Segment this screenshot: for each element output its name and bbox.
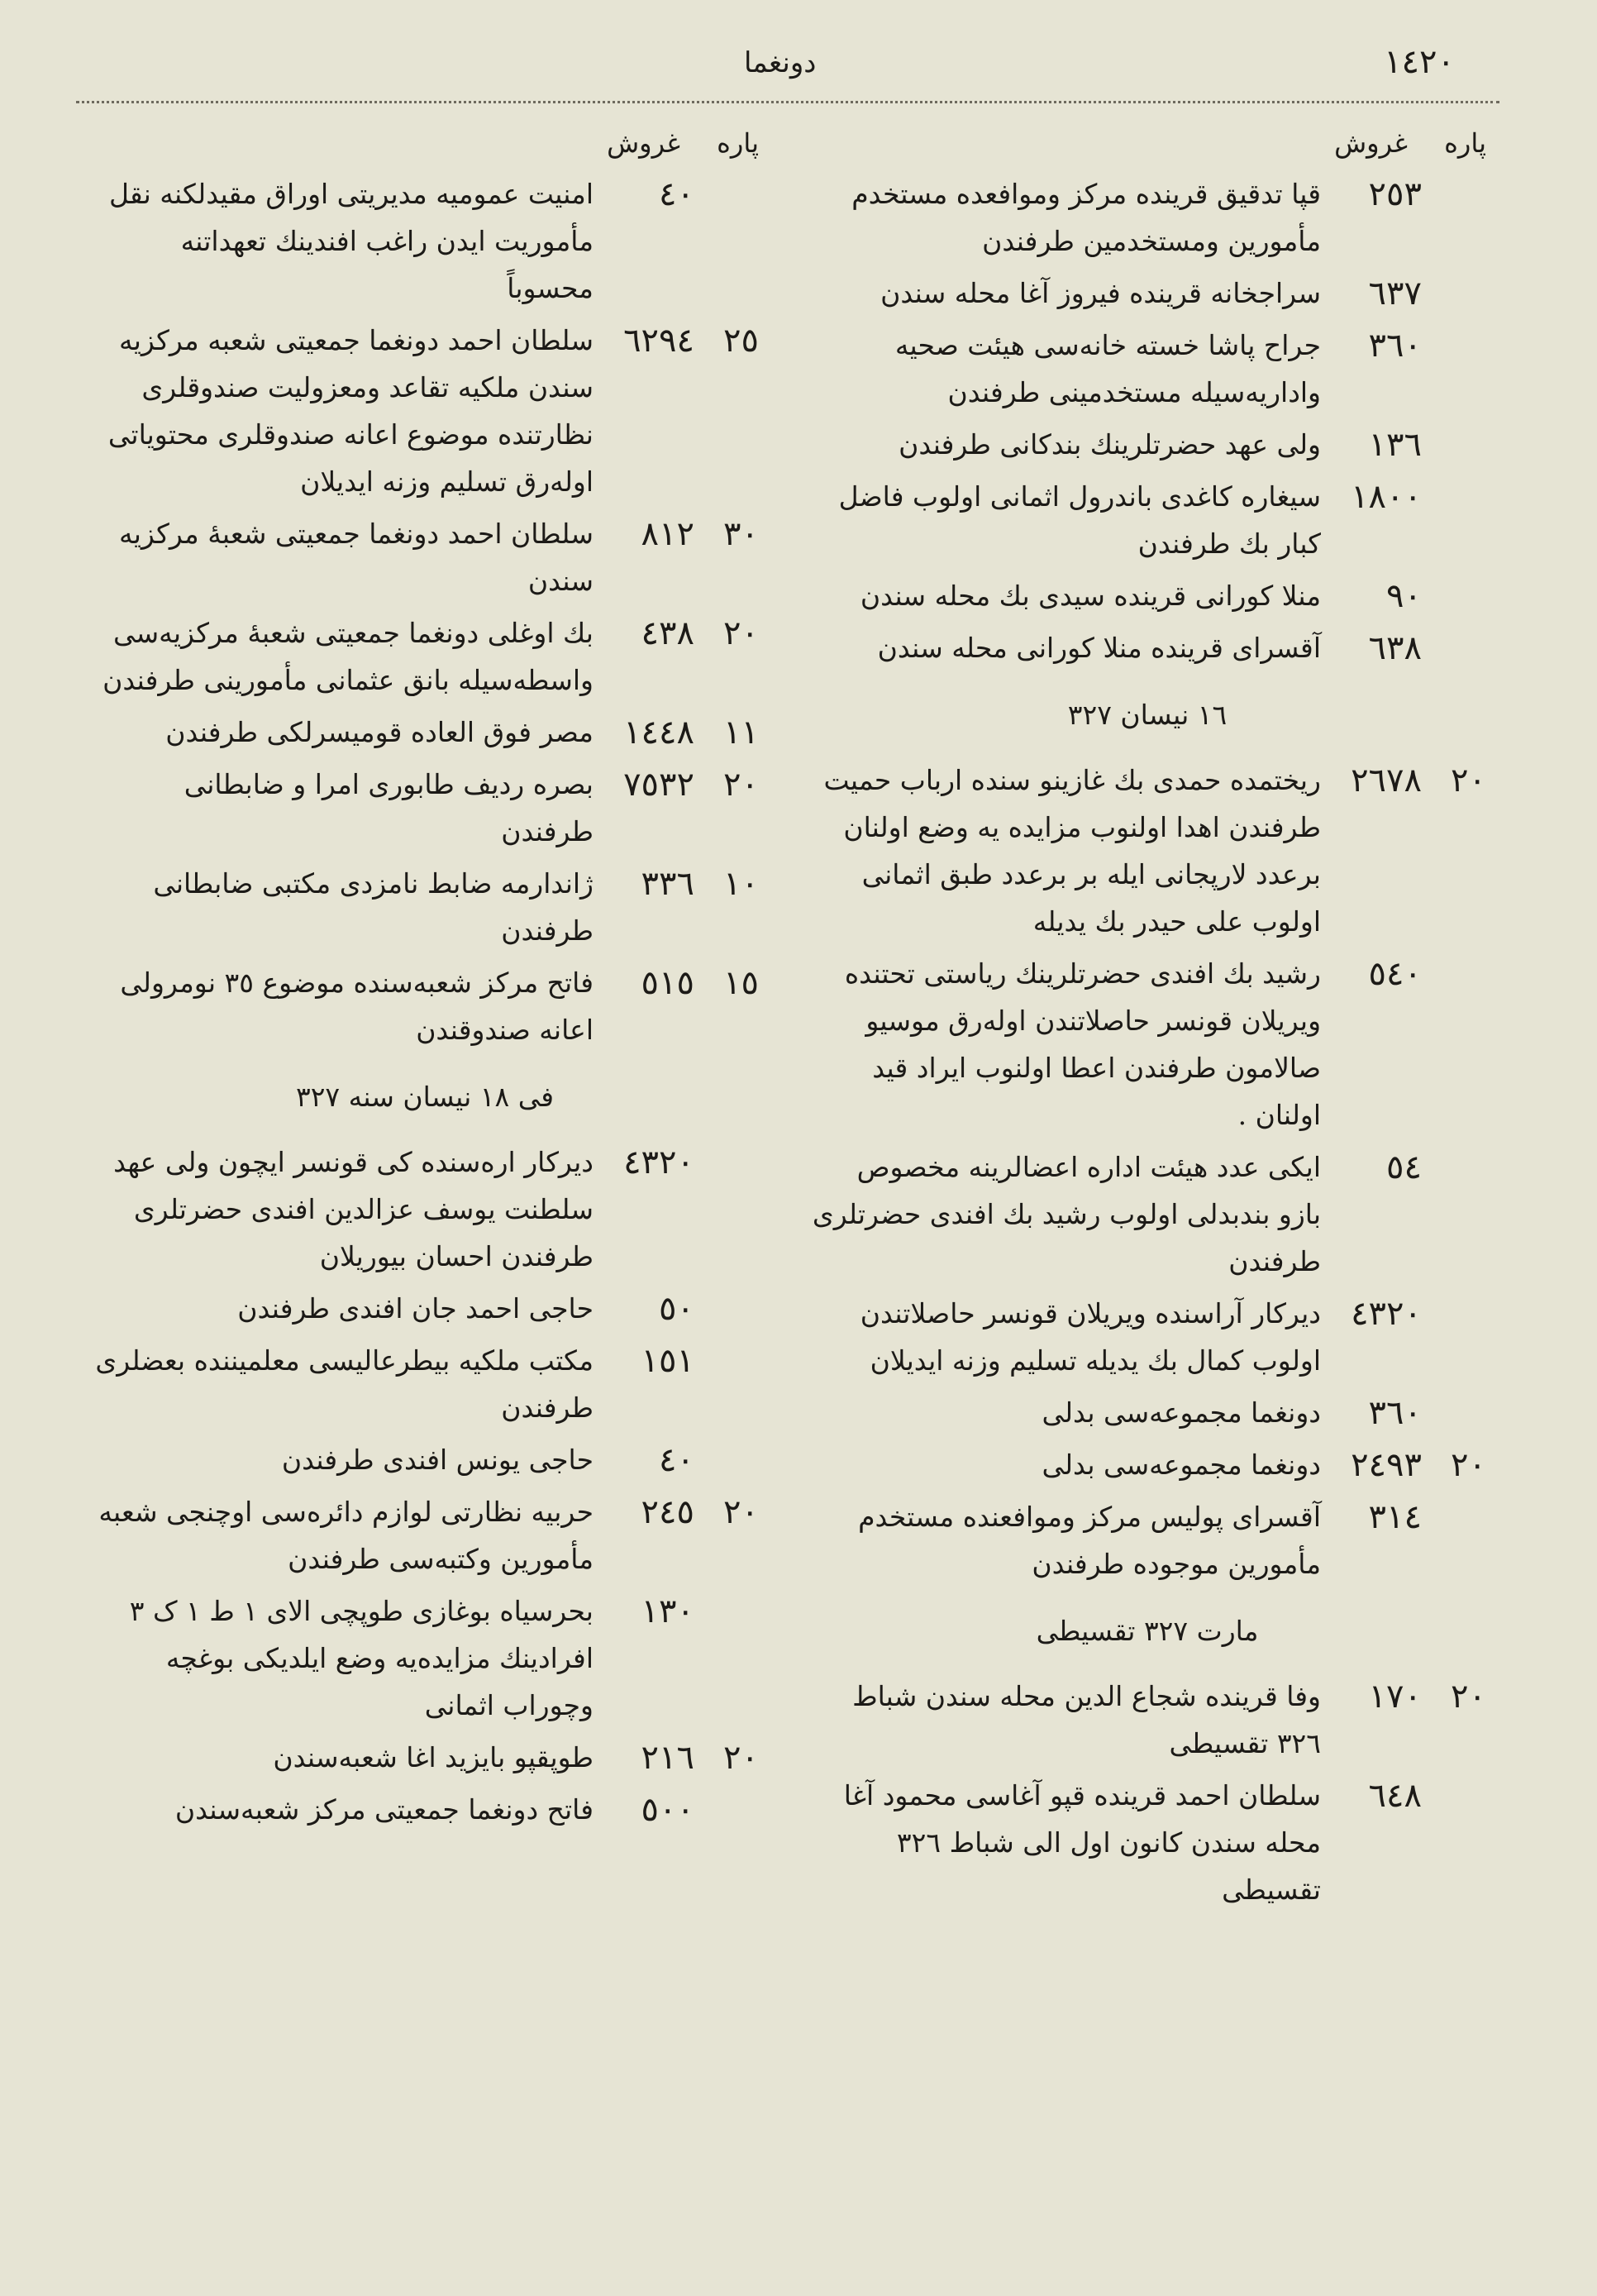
- ledger-entry: [91, 1488, 759, 1582]
- entry-description: حربیه نظارتی لوازم دائره‌سی اوچنجی شعبه مأمورین وکتبه‌سی طرفندن: [98, 1496, 594, 1575]
- gurush-value: ٥٤: [1386, 1148, 1422, 1186]
- gurush-value: ١٨٠٠: [1351, 478, 1422, 516]
- entry-description: فاتح دونغما جمعیتی مرکز شعبه‌سندن: [174, 1793, 594, 1826]
- entry-description: ریختمده حمدی بك غازینو سنده ارباب حمیت طرفندن اهدا اولنوب مزایده یه وضع اولنان برعدد لارپجانی ایله بر برعدد طبق اثمانی اولوب علی حیدر بك یدیله: [823, 764, 1321, 938]
- gurush-value: ٦٤٨: [1368, 1777, 1422, 1815]
- entry-amount: [1329, 626, 1486, 671]
- entry-description: وفا قرینده شجاع الدین محله سندن شباط ٣٢٦ تقسیطی: [852, 1680, 1321, 1759]
- ledger-entry: [808, 1290, 1486, 1384]
- entry-description: سیغاره کاغدی باندرول اثمانی اولوب فاضل کبار بك طرفندن: [838, 480, 1321, 560]
- entry-description: ژاندارمه ضابط نامزدی مکتبی ضابطانی طرفندن: [153, 867, 594, 947]
- para-value: ١١: [723, 714, 759, 752]
- para-value: ٢٥: [723, 322, 759, 360]
- entry-amount: [602, 318, 759, 363]
- entry-description: حاجی یونس افندی طرفندن: [281, 1444, 594, 1476]
- gurush-value: ٤٠: [659, 1441, 694, 1479]
- gurush-value: ٧٥٣٢: [623, 766, 694, 804]
- ledger-entry: [808, 1772, 1486, 1913]
- ledger-entry: [808, 757, 1486, 945]
- entry-amount: [602, 1286, 759, 1331]
- ledger-entry: [91, 170, 759, 312]
- ledger-entry: [91, 1138, 759, 1280]
- entry-amount: [1329, 574, 1486, 618]
- entry-description: مصر فوق العاده قومیسرلکی طرفندن: [165, 716, 594, 748]
- ledger-entry: [808, 572, 1486, 619]
- entry-description: ایکی عدد هیئت اداره اعضالرینه مخصوص بازو بندبدلی اولوب رشید بك افندی حضرتلری طرفندن: [812, 1151, 1321, 1277]
- entry-amount: [602, 1140, 759, 1185]
- entry-description: دونغما مجموعه‌سی بدلی: [1042, 1449, 1321, 1481]
- gurush-value: ٣٦٠: [1368, 1394, 1422, 1432]
- entry-amount: [1329, 758, 1486, 803]
- ledger-entry: [91, 860, 759, 954]
- entry-amount: [602, 512, 759, 556]
- gurush-value: ٥٤٠: [1368, 955, 1422, 993]
- column-header: [808, 122, 1486, 170]
- entry-amount: [602, 1490, 759, 1535]
- entry-description: ولی عهد حضرتلرینك بندكانی طرفندن: [899, 428, 1321, 461]
- gurush-value: ٢٥٣: [1368, 175, 1422, 213]
- gurush-value: ٥١٥: [641, 964, 694, 1002]
- para-value: ٢٠: [723, 1739, 759, 1777]
- entry-amount: [1329, 475, 1486, 519]
- para-value: ١٥: [723, 964, 759, 1002]
- date-line: فی ١٨ نیسان سنه ٣٢٧: [295, 1081, 555, 1113]
- gurush-value: ٦٢٩٤: [623, 322, 694, 360]
- ledger-entry: [91, 959, 759, 1053]
- entry-amount: [1329, 1674, 1486, 1719]
- entry-description: مکتب ملکیه بیطرعالیسی معلمیننده بعضلری طرفندن: [95, 1344, 594, 1424]
- para-value: ٢٠: [1451, 1678, 1486, 1716]
- ledger-entry: [808, 270, 1486, 317]
- gurush-value: ٩٠: [1386, 577, 1422, 615]
- entry-description: سراجخانه قرینده فیروز آغا محله سندن: [880, 277, 1321, 309]
- entry-amount: [1329, 952, 1486, 996]
- gurush-value: ١٤٤٨: [623, 714, 694, 752]
- entry-amount: [1329, 422, 1486, 467]
- gurush-value: ١٥١: [641, 1342, 694, 1380]
- para-value: ٢٠: [723, 766, 759, 804]
- date-line: ١٦ نیسان ٣٢٧: [1067, 699, 1228, 731]
- para-value: ١٠: [723, 865, 759, 903]
- gurush-heading: غروش: [607, 127, 680, 159]
- entry-description: دیرکار آراسنده ویریلان قونسر حاصلاتندن اولوب کمال بك یدیله تسلیم وزنه ایدیلان: [860, 1297, 1321, 1377]
- ledger-entry: [91, 609, 759, 704]
- entry-description: بصره ردیف طابوری امرا و ضابطانی طرفندن: [184, 768, 594, 847]
- running-title: دونغما: [744, 46, 817, 79]
- entry-amount: [1329, 323, 1486, 368]
- gurush-value: ٢٤٥: [641, 1493, 694, 1531]
- entry-amount: [1329, 1145, 1486, 1190]
- column-header: [91, 122, 759, 170]
- entry-amount: [1329, 1773, 1486, 1818]
- gurush-value: ٥٠: [659, 1290, 694, 1328]
- ledger-entry: [91, 1337, 759, 1431]
- gurush-value: ٦٣٨: [1368, 629, 1422, 667]
- gurush-value: ٨١٢: [641, 515, 694, 553]
- entry-description: حاجی احمد جان افندی طرفندن: [237, 1292, 594, 1325]
- gurush-value: ٣١٤: [1368, 1498, 1422, 1536]
- gurush-value: ١٣٦: [1368, 426, 1422, 464]
- ledger-entry: [91, 1587, 759, 1729]
- entry-amount: [602, 172, 759, 217]
- gurush-value: ٢٤٩٣: [1351, 1446, 1422, 1484]
- ledger-entry: [91, 510, 759, 604]
- entry-description: منلا کورانی قرینده سیدی بك محله سندن: [860, 580, 1321, 612]
- para-value: ٢٠: [1451, 1446, 1486, 1484]
- ledger-entry: [808, 473, 1486, 567]
- gurush-value: ٢٦٧٨: [1351, 761, 1422, 800]
- para-value: ٢٠: [1451, 761, 1486, 800]
- entry-description: سلطان احمد دونغما جمعیتی شعبهٔ مرکزیه سندن: [119, 518, 594, 597]
- page-header: [74, 43, 1521, 93]
- ledger-entry: [91, 1285, 759, 1332]
- entry-amount: [602, 1339, 759, 1383]
- entry-amount: [602, 1438, 759, 1482]
- entry-description: بك اوغلی دونغما جمعیتی شعبهٔ مرکزیه‌سی واسطه‌سیله بانق عثمانی مأمورینی طرفندن: [102, 617, 594, 696]
- ledger-entry: [808, 950, 1486, 1138]
- ledger-entry: [808, 1143, 1486, 1285]
- right-column: [808, 122, 1486, 2239]
- entry-amount: [602, 611, 759, 656]
- entry-description: طوپقپو بایزید اغا شعبه‌سندن: [273, 1741, 594, 1773]
- entry-amount: [602, 1589, 759, 1634]
- entry-amount: [1329, 1495, 1486, 1539]
- ledger-entry: [808, 1673, 1486, 1767]
- ledger-entry: [91, 709, 759, 756]
- left-column: [91, 122, 759, 2239]
- entry-description: آقسرای پولیس مرکز وموافعنده مستخدم مأمورین موجوده طرفندن: [858, 1501, 1321, 1580]
- entry-amount: [1329, 1443, 1486, 1487]
- entry-amount: [1329, 271, 1486, 316]
- ledger-entry: [808, 322, 1486, 416]
- ledger-entry: [808, 170, 1486, 265]
- gurush-value: ٢١٦: [641, 1739, 694, 1777]
- ledger-entry: [91, 317, 759, 505]
- gurush-value: ١٣٠: [641, 1592, 694, 1630]
- gurush-value: ٤٣٨: [641, 614, 694, 652]
- entry-amount: [602, 862, 759, 906]
- ledger-entry: [808, 624, 1486, 671]
- entry-description: بحرسیاه بوغازی طوپچی الای ١ ط ١ ک ٣ افرادینك مزایده‌یه وضع ایلدیکی بوغچه وچوراب اثمانی: [129, 1595, 594, 1721]
- entry-amount: [602, 1788, 759, 1832]
- ledger-entry: [91, 761, 759, 855]
- gurush-value: ٥٠٠: [641, 1791, 694, 1829]
- ledger-entry: [808, 1389, 1486, 1436]
- para-value: ٢٠: [723, 614, 759, 652]
- entry-description: رشید بك افندی حضرتلرینك ریاستی تحتنده ویریلان قونسر حاصلاتندن اوله‌رق موسیو صالامون طرفندن اعطا اولنوب ایراد قید اولنان .: [844, 957, 1321, 1131]
- ledger-entry: [808, 1493, 1486, 1587]
- entry-amount: [1329, 1291, 1486, 1336]
- page-number: ١٤٢٠: [1384, 43, 1455, 81]
- entry-description: فاتح مرکز شعبه‌سنده موضوع ٣٥ نومرولی اعانه صندوقندن: [120, 967, 594, 1046]
- header-dotted-rule: [76, 101, 1499, 103]
- entry-amount: [602, 762, 759, 807]
- entry-description: امنیت عمومیه مدیریتی اوراق مقیدلکنه نقل مأموریت ایدن راغب افندینك تعهداتنه محسوباً: [108, 178, 594, 304]
- ledger-entry: [808, 1441, 1486, 1488]
- gurush-heading: غروش: [1334, 127, 1408, 159]
- entry-amount: [602, 961, 759, 1005]
- gurush-value: ٣٣٦: [641, 865, 694, 903]
- entry-amount: [1329, 172, 1486, 217]
- entry-amount: [602, 1735, 759, 1780]
- para-heading: پاره: [717, 127, 759, 159]
- entry-description: سلطان احمد قرینده قپو آغاسی محمود آغا محله سندن کانون اول الی شباط ٣٢٦ تقسیطی: [843, 1779, 1321, 1906]
- entry-description: دیرکار اره‌سنده کی قونسر ایچون ولی عهد سلطنت یوسف عزالدین افندی حضرتلری طرفندن احسان بیوریلان: [113, 1146, 594, 1272]
- ledger-entry: [91, 1786, 759, 1833]
- ledger-entry: [808, 421, 1486, 468]
- gurush-value: ٤٣٢٠: [623, 1143, 694, 1181]
- para-value: ٣٠: [723, 515, 759, 553]
- ledger-entry: [91, 1734, 759, 1781]
- gurush-value: ٣٦٠: [1368, 327, 1422, 365]
- gurush-value: ٦٣٧: [1368, 274, 1422, 313]
- date-line: مارت ٣٢٧ تقسیطی: [1036, 1615, 1259, 1647]
- para-heading: پاره: [1444, 127, 1486, 159]
- entry-amount: [602, 710, 759, 755]
- entry-description: جراح پاشا خسته خانه‌سی هیئت صحیه واداریه‌سیله مستخدمینی طرفندن: [894, 329, 1321, 408]
- para-value: ٢٠: [723, 1493, 759, 1531]
- entry-description: دونغما مجموعه‌سی بدلی: [1042, 1396, 1321, 1429]
- gurush-value: ٤٠: [659, 175, 694, 213]
- entry-description: آقسرای قرینده منلا کورانی محله سندن: [877, 632, 1321, 664]
- entry-description: قپا تدقیق قرینده مرکز وموافعده مستخدم مأمورین ومستخدمین طرفندن: [851, 178, 1321, 257]
- entry-description: سلطان احمد دونغما جمعیتی شعبه مرکزیه سندن ملکیه تقاعد ومعزولیت صندوقلری نظارتنده موضوع اعانه صندوقلری محتویاتی اوله‌رق تسلیم وزنه ایدیلان: [107, 324, 594, 498]
- entry-amount: [1329, 1391, 1486, 1435]
- gurush-value: ٤٣٢٠: [1351, 1295, 1422, 1333]
- ledger-entry: [91, 1436, 759, 1483]
- gurush-value: ١٧٠: [1368, 1678, 1422, 1716]
